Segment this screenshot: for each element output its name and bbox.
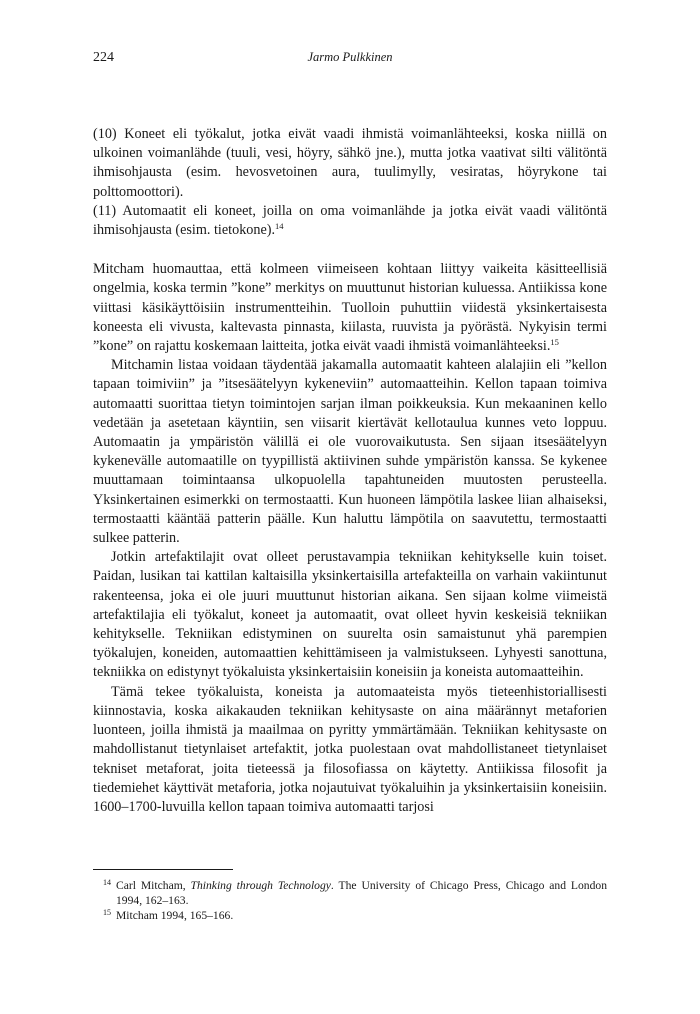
footnote-text: Mitcham 1994, 165–166.	[116, 909, 234, 922]
page-number: 224	[93, 50, 114, 65]
footnote-number: 14	[103, 878, 111, 887]
paragraph-1-text: Mitcham huomauttaa, että kolmeen viimeiseen kohtaan liittyy vaikeita käsitteellisiä ongelmia, koska termin ”kone” merkitys on muuttunut historian kuluessa. Antiikissa kone viittasi käsikäyttöisiin instrumentteihin. Tuolloin puhuttiin viidestä yksinkertaisesta koneesta eli vivusta, kaltevasta pinnasta, kiilasta, ruuvista ja pyörästä. Nykyisin termi ”kone” on rajattu koskemaan laitteita, jotka eivät vaadi ihmistä voimanlähteeksi.	[93, 261, 607, 355]
footnote-ref-14[interactable]: 14	[275, 221, 284, 232]
list-item-10-text: (10) Koneet eli työkalut, jotka eivät vaadi ihmistä voimanlähteeksi, koska niillä on ulkoinen voimanlähde (tuuli, vesi, höyry, sähkö jne.), mutta jotka vaativat silti välitöntä ihmisohjausta (esim. hevosvetoinen aura, tuulimylly, vesiratas, höyrykone tai polttomoottori).	[93, 126, 607, 200]
footnote-14	[93, 878, 607, 908]
footnote-ref-15[interactable]: 15	[550, 337, 559, 348]
footnote-15	[93, 908, 607, 923]
paragraph-2: Mitchamin listaa voidaan täydentää jakamalla automaatit kahteen alalajiin eli ”kellon tapaan toimiviin” ja ”itsesäätelyyn kykeneviin” automaatteihin. Kellon tapaan toimiva automaatti suorittaa tietyn toimintojen sarjan ilman poikkeuksia. Kun mekaaninen kello vedetään ja asetetaan käyntiin, sen viisarit kiertävät kellotaulua kunnes veto loppuu. Automaatin ja ympäristön välillä ei ole vuorovaikutusta. Sen sijaan itsesäätelyyn kykenevälle automaatille on tyypillistä aktiivinen suhde ympäristön kanssa. Se kykenee muuttamaan toimintaansa ulkopuolella tapahtuneiden muutosten perusteella. Yksinkertainen esimerkki on termostaatti. Kun huoneen lämpötila laskee liian alhaiseksi, termostaatti kääntää patterin päälle. Kun haluttu lämpötila on saavutettu, termostaatti sulkee patterin.	[93, 357, 607, 547]
paragraph-3: Jotkin artefaktilajit ovat olleet perustavampia tekniikan kehitykselle kuin toiset. Paidan, lusikan tai kattilan kaltaisilla yksinkertaisilla artefakteilla on varhain vakiintunut rakenteensa, joka ei ole juuri muuttunut historian aikana. Sen sijaan kolme viimeistä artefaktilajia eli työkalut, koneet ja automaatit, ovat olleet hyvin keskeisiä tekniikan kehitykselle. Tekniikan edistyminen on suurelta osin samaistunut yhä parempien työkalujen, koneiden, automaattien kehittämiseen ja valmistukseen. Lyhyesti sanottuna, tekniikka on edistynyt työkaluista yksinkertaisiin koneisiin ja koneista automaatteihin.	[93, 549, 607, 681]
paragraph-4: Tämä tekee työkaluista, koneista ja automaateista myös tieteenhistoriallisesti kiinnostavia, koska aikakauden tekniikan kehitysaste on aina määrännyt metaforien luonteen, joilla ihmistä ja maailmaa on pyritty ymmärtämään. Tekniikan kehitysaste on mahdollistanut tietynlaiset artefaktit, jotka puolestaan ovat mahdollistaneet tietynlaiset tekniset metaforat, joita tieteessä ja filosofiassa on käytetty. Antiikissa filosofit ja tiedemiehet käyttivät metaforia, jotka nojautuivat työkaluihin ja yksinkertaisiin koneisiin. 1600–1700-luvuilla kellon tapaan toimiva automaatti tarjosi	[93, 683, 607, 815]
footnote-author: Carl Mitcham,	[116, 879, 191, 892]
footnotes	[93, 878, 607, 923]
footnote-book-title: Thinking through Technology	[190, 879, 331, 892]
paragraph-gap	[93, 240, 607, 260]
list-item-11-text: (11) Automaatit eli koneet, joilla on oma voimanlähde ja jotka eivät vaadi välitöntä ihmisohjausta (esim. tietokone).	[93, 202, 607, 239]
footnote-number: 15	[103, 908, 111, 917]
footnote-publisher: . The University of Chicago Press, Chicago and London 1994, 162–163.	[116, 879, 607, 907]
page-header	[93, 50, 607, 72]
body-text	[93, 125, 607, 817]
running-head: Jarmo Pulkkinen	[307, 50, 393, 64]
list-item-11	[93, 202, 607, 240]
paragraph-1	[93, 260, 607, 356]
footnote-divider	[93, 869, 233, 870]
list-item-10	[93, 125, 607, 202]
